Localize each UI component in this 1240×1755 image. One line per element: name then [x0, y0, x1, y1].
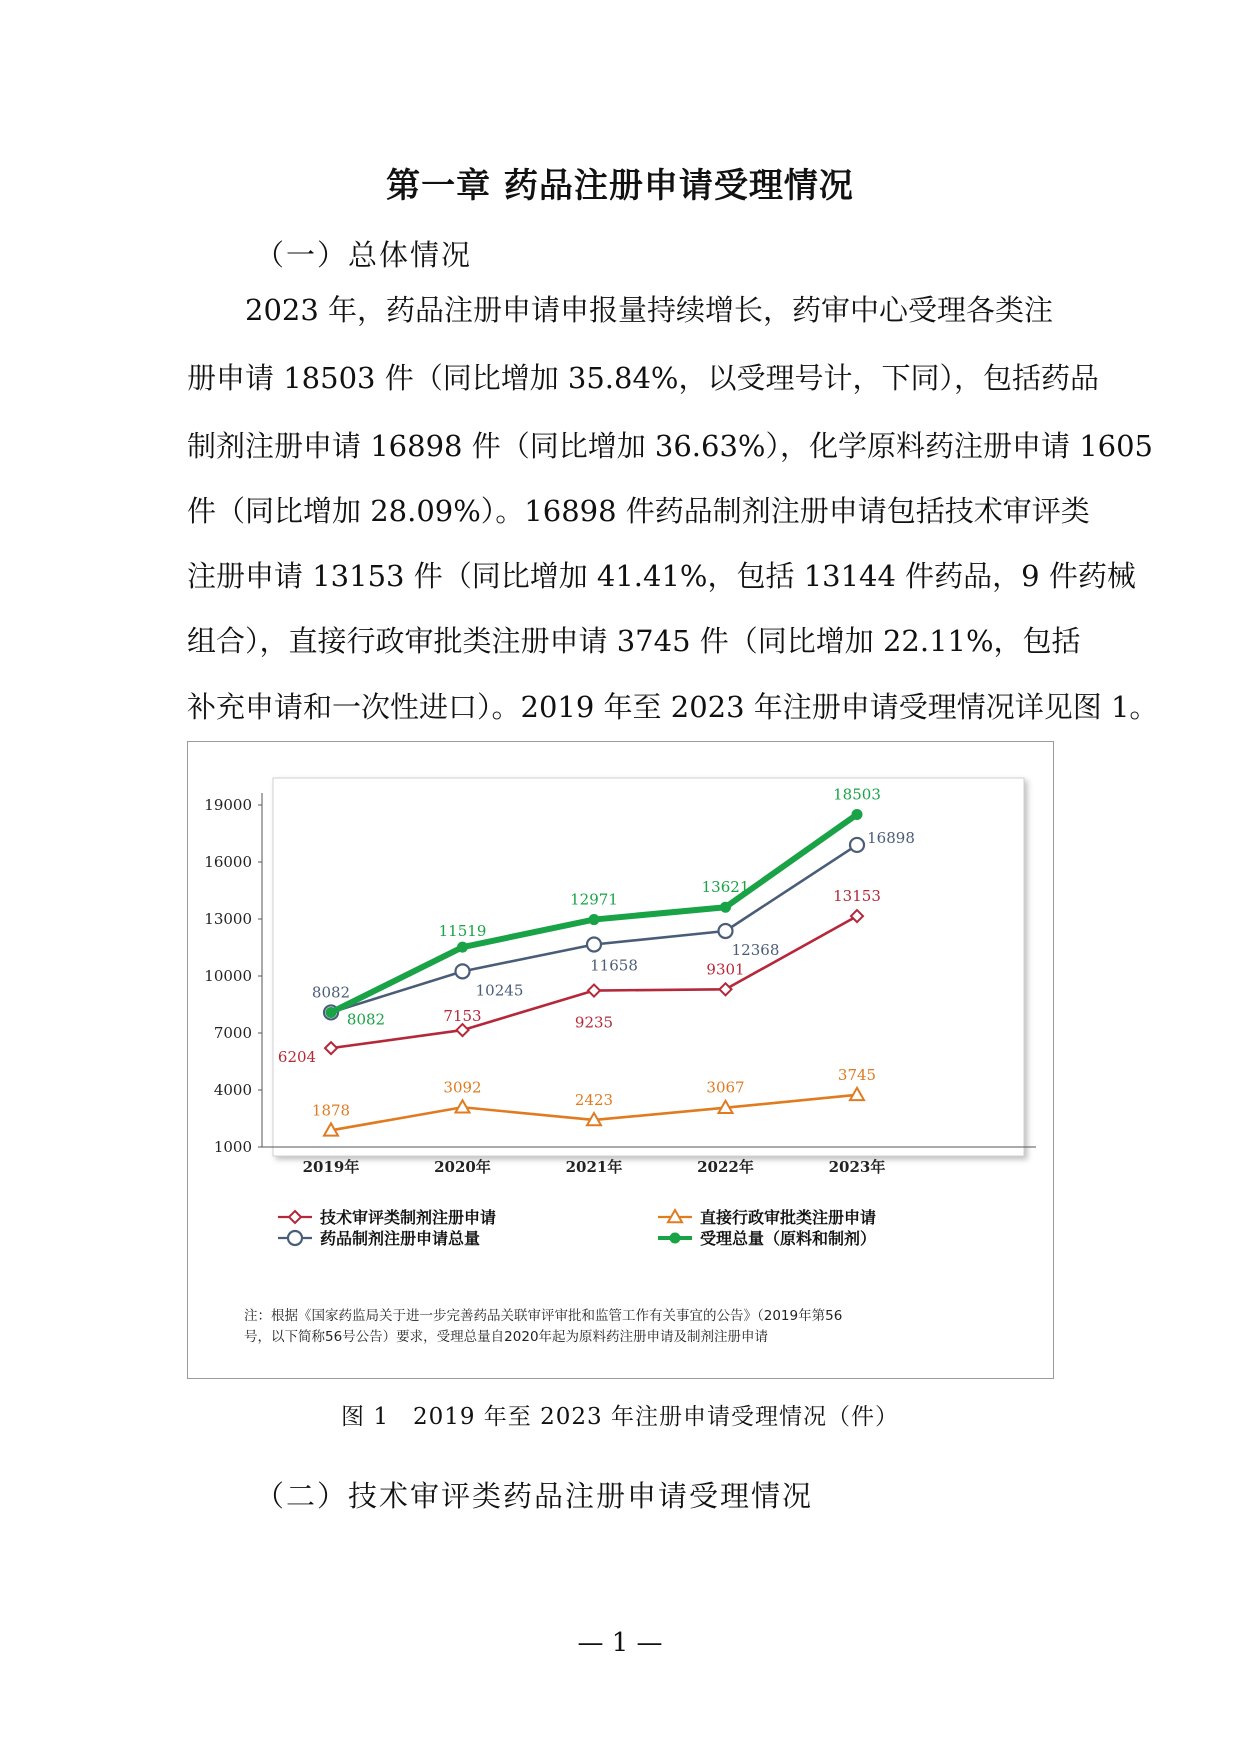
data-label: 2423 — [574, 1090, 614, 1109]
y-tick-label: 19000 — [204, 796, 252, 814]
data-label: 9235 — [574, 1013, 614, 1032]
legend — [278, 1208, 876, 1248]
paragraph-line: 补充申请和一次性进口）。2019 年至 2023 年注册申请受理情况详见图 1。 — [187, 690, 1159, 724]
data-point-dot — [326, 1007, 336, 1017]
y-tick-label: 16000 — [204, 853, 252, 871]
data-point-circle — [587, 937, 601, 951]
data-point-dot — [721, 902, 731, 912]
data-label: 12368 — [731, 941, 780, 960]
y-tick-label: 1000 — [213, 1138, 252, 1156]
data-label: 13153 — [833, 887, 881, 906]
x-tick-label: 2019年 — [302, 1158, 360, 1176]
data-label: 12971 — [570, 890, 618, 909]
x-tick-label: 2020年 — [434, 1158, 491, 1176]
paragraph-line: 组合），直接行政审批类注册申请 3745 件（同比增加 22.11%，包括 — [187, 624, 1081, 658]
y-tick-label: 7000 — [213, 1024, 252, 1042]
data-label: 3092 — [443, 1078, 482, 1097]
data-label: 3067 — [706, 1078, 745, 1097]
data-point-dot — [670, 1233, 680, 1243]
data-label: 6204 — [277, 1048, 317, 1067]
section-heading-overall: （一）总体情况 — [255, 238, 473, 272]
data-point-diamond — [289, 1211, 301, 1223]
y-tick-label: 4000 — [213, 1081, 252, 1099]
y-tick-label: 10000 — [204, 967, 252, 985]
x-tick-label: 2021年 — [565, 1158, 623, 1176]
data-point-dot — [852, 809, 862, 819]
paragraph-line: 2023 年，药品注册申请申报量持续增长，药审中心受理各类注 — [245, 293, 1054, 327]
legend-label: 受理总量（原料和制剂） — [700, 1229, 877, 1248]
data-label: 10245 — [475, 981, 524, 1000]
figure-note-line: 注：根据《国家药监局关于进一步完善药品关联审评审批和监管工作有关事宜的公告》（2019年第56 — [244, 1308, 843, 1324]
data-label: 11519 — [438, 922, 487, 941]
data-label: 8082 — [346, 1010, 386, 1029]
chapter-title: 第一章 药品注册申请受理情况 — [386, 166, 854, 206]
data-point-circle — [456, 964, 470, 978]
data-point-dot — [458, 942, 468, 952]
section-heading-technical-review: （二）技术审评类药品注册申请受理情况 — [255, 1479, 814, 1513]
data-point-circle — [719, 924, 733, 938]
data-point-circle — [288, 1231, 302, 1245]
data-point-dot — [589, 915, 599, 925]
data-label: 11658 — [590, 956, 638, 975]
page-number: — 1 — — [577, 1628, 663, 1658]
paragraph-line: 制剂注册申请 16898 件（同比增加 36.63%），化学原料药注册申请 1605 — [187, 429, 1154, 463]
data-label: 3745 — [837, 1065, 877, 1084]
x-tick-label: 2023年 — [828, 1158, 886, 1176]
data-point-circle — [850, 838, 864, 852]
data-label: 8082 — [311, 983, 351, 1002]
data-label: 18503 — [833, 785, 881, 804]
legend-label: 直接行政审批类注册申请 — [700, 1208, 877, 1227]
data-label: 13621 — [701, 878, 750, 897]
paragraph-line: 册申请 18503 件（同比增加 35.84%，以受理号计，下同），包括药品 — [187, 361, 1099, 395]
data-label: 1878 — [311, 1101, 351, 1120]
data-label: 16898 — [867, 828, 915, 847]
x-tick-label: 2022年 — [697, 1158, 754, 1176]
data-label: 7153 — [443, 1007, 482, 1026]
y-tick-label: 13000 — [204, 910, 252, 928]
legend-label: 技术审评类制剂注册申请 — [320, 1208, 497, 1227]
figure-1 — [187, 741, 1054, 1379]
data-label: 9301 — [706, 960, 745, 979]
paragraph-line: 件（同比增加 28.09%）。16898 件药品制剂注册申请包括技术审评类 — [187, 494, 1090, 528]
legend-label: 药品制剂注册申请总量 — [320, 1229, 481, 1248]
figure-note-line: 号，以下简称56号公告）要求，受理总量自2020年起为原料药注册申请及制剂注册申请 — [244, 1329, 769, 1345]
paragraph-line: 注册申请 13153 件（同比增加 41.41%，包括 13144 件药品，9 件药械 — [187, 559, 1136, 593]
line-chart — [188, 742, 1055, 1380]
figure-caption: 图 1 2019 年至 2023 年注册申请受理情况（件） — [341, 1404, 899, 1430]
